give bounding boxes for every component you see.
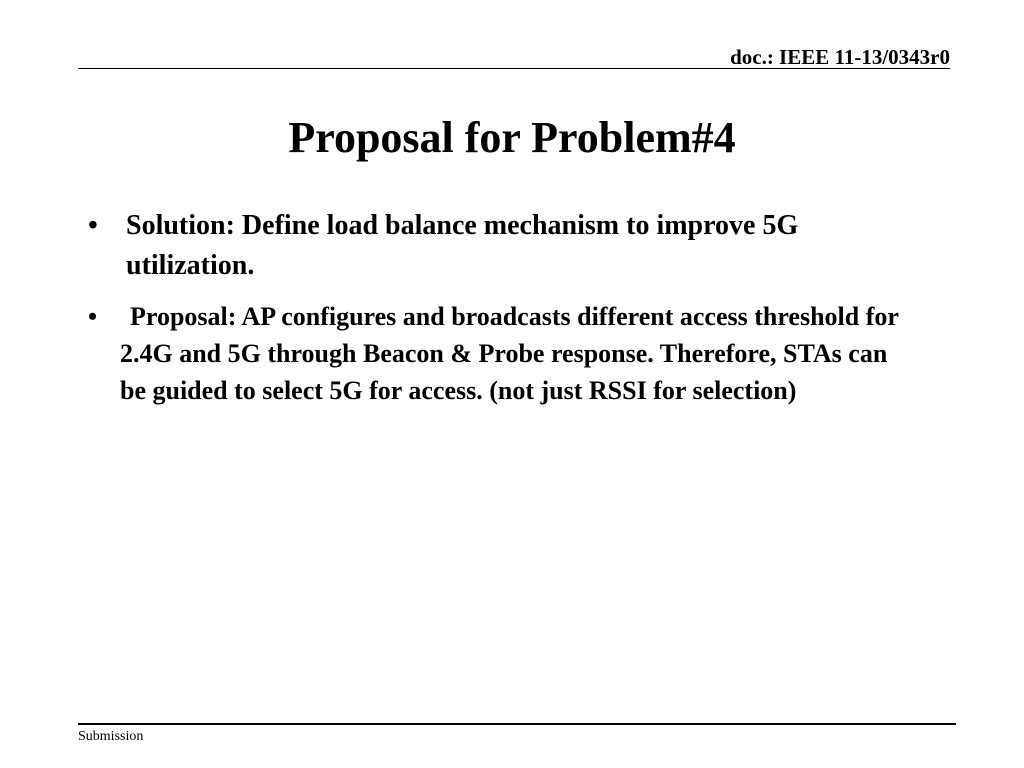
header-divider (78, 68, 950, 69)
footer-label: Submission (78, 729, 144, 744)
document-id: doc.: IEEE 11-13/0343r0 (730, 45, 950, 69)
bullet-marker: • (88, 302, 98, 331)
bullet-item-proposal (88, 298, 908, 409)
bullet-marker: • (88, 210, 98, 241)
bullet-text: Solution: Define load balance mechanism to improve 5G utilization. (126, 210, 799, 281)
slide-title: Proposal for Problem#4 (288, 113, 736, 162)
footer-divider (78, 723, 956, 725)
bullet-text: Proposal: AP configures and broadcasts different access threshold for 2.4G and 5G through Beacon & Probe response. Therefore, STAs can be guided to select 5G for access. (not just RSSI for selection) (120, 302, 899, 405)
bullet-item-solution (88, 206, 908, 286)
